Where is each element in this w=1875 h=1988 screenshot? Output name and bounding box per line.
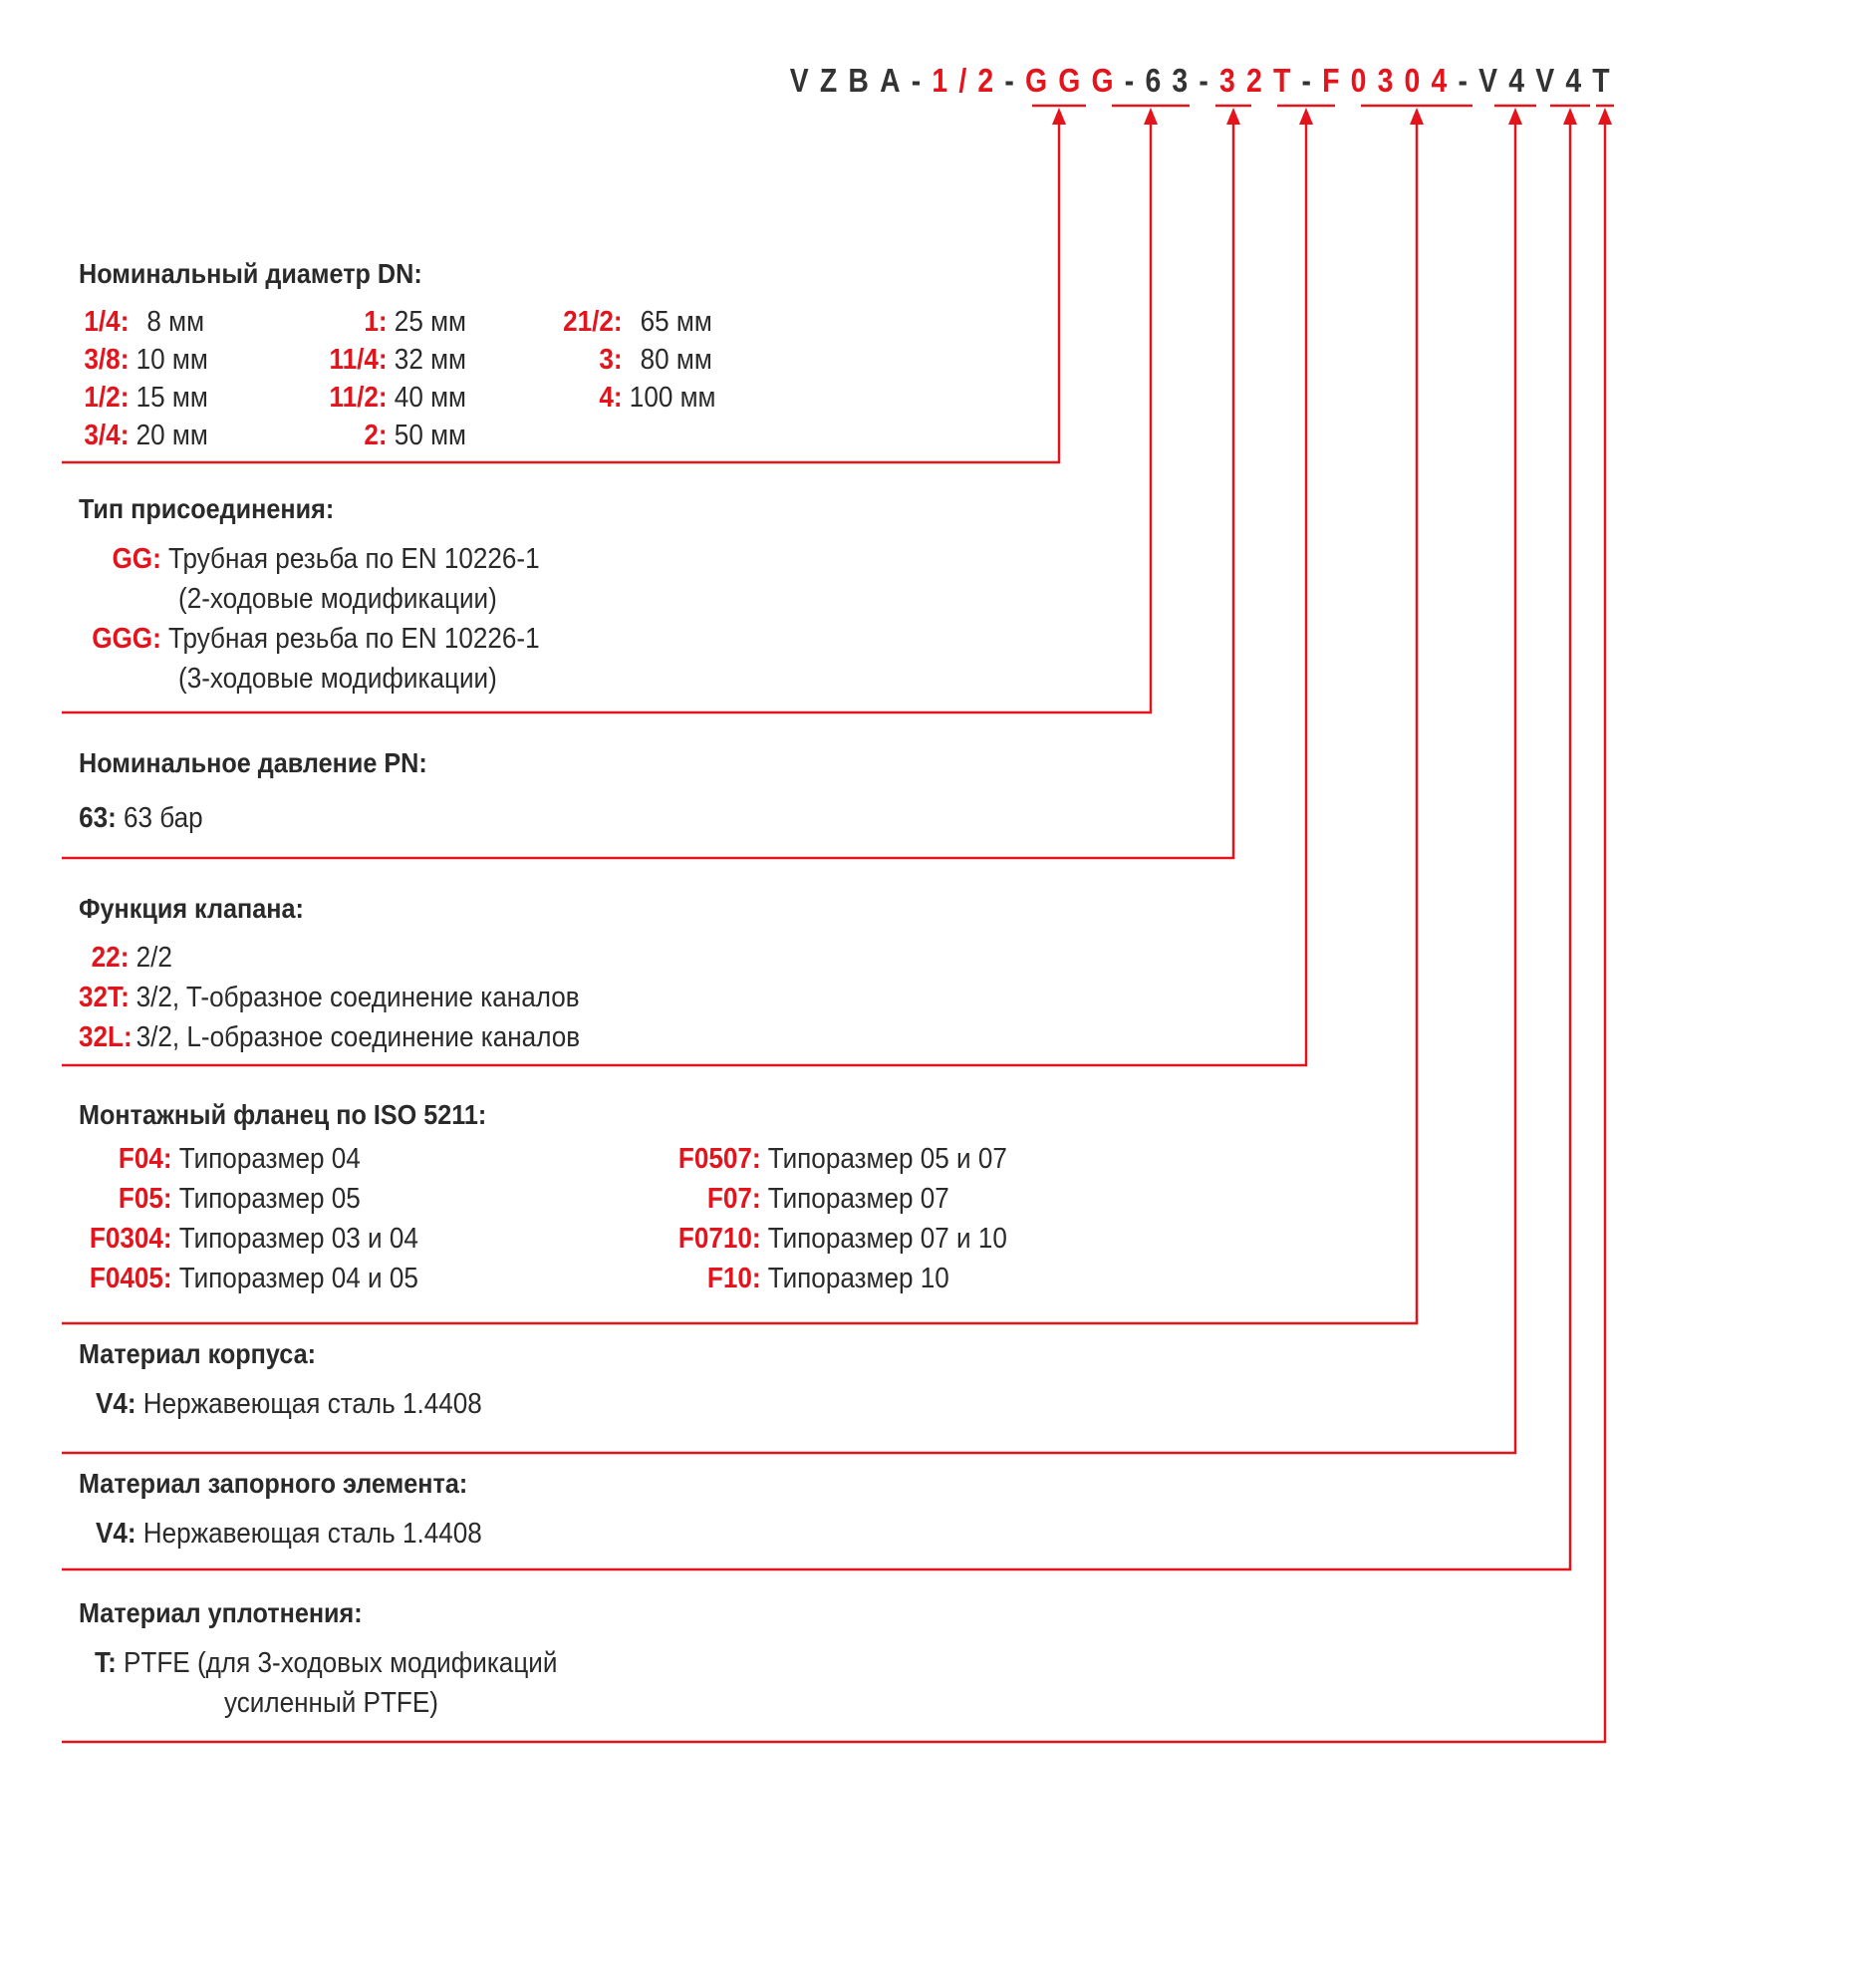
arrow-flange — [1410, 108, 1424, 125]
section-title-body-material: Материал корпуса: — [79, 1338, 316, 1369]
option-value: 50 мм — [394, 420, 466, 451]
section-title-pressure: Номинальное давление PN: — [79, 747, 427, 778]
option-value: Типоразмер 05 и 07 — [767, 1143, 1007, 1175]
section-title-diameter: Номинальный диаметр DN: — [79, 258, 422, 289]
code-segment: GGG — [1025, 62, 1125, 99]
option-key: V4: — [95, 1518, 136, 1550]
option-key: 32T: — [79, 982, 130, 1013]
option-key: 21/2: — [563, 306, 623, 338]
option-value: Трубная резьба по EN 10226-1 — [168, 623, 540, 655]
diameter-entry — [79, 303, 204, 341]
option-key: GG: — [112, 543, 161, 575]
code-segment: VZBA — [789, 62, 912, 99]
closure-material-entry — [79, 1515, 482, 1553]
flange-entry — [668, 1220, 1007, 1258]
option-key: F05: — [118, 1183, 172, 1215]
connection-entry — [79, 540, 540, 578]
function-entry — [79, 979, 580, 1016]
option-value: 65 мм — [640, 306, 712, 338]
option-value: 10 мм — [135, 344, 208, 376]
code-segment: 32T — [1219, 62, 1302, 99]
option-value: 15 мм — [135, 382, 208, 414]
option-key: V4: — [95, 1388, 136, 1420]
option-key: 3: — [599, 344, 623, 376]
option-value: Типоразмер 10 — [767, 1263, 949, 1294]
arrow-closure — [1563, 108, 1577, 125]
code-separator: - — [1199, 62, 1220, 99]
diameter-entry — [321, 417, 466, 454]
option-key: F0507: — [677, 1143, 761, 1175]
option-value: Нержавеющая сталь 1.4408 — [142, 1518, 482, 1550]
diameter-entry — [556, 303, 712, 341]
code-separator: - — [1301, 62, 1323, 99]
option-key: 3/8: — [84, 344, 130, 376]
diameter-entry — [556, 379, 715, 417]
option-key: F0304: — [89, 1223, 172, 1255]
code-segment: F0304 — [1322, 62, 1459, 99]
arrow-seal — [1598, 108, 1612, 125]
section-title-closure-material: Материал запорного элемента: — [79, 1468, 468, 1499]
option-value: Нержавеющая сталь 1.4408 — [142, 1388, 482, 1420]
code-segment: T — [1592, 62, 1621, 99]
option-value: PTFE (для 3-ходовых модификаций — [124, 1647, 558, 1679]
option-key: F07: — [706, 1183, 761, 1215]
option-value-continued: (3-ходовые модификации) — [178, 663, 497, 695]
option-value: 3/2, T-образное соединение каналов — [135, 982, 580, 1013]
body-material-entry — [79, 1385, 482, 1423]
section-title-seal-material: Материал уплотнения: — [79, 1597, 363, 1628]
option-key: F10: — [706, 1263, 761, 1294]
pressure-entry — [79, 799, 203, 837]
section-title-function: Функция клапана: — [79, 893, 304, 924]
option-value-continued: усиленный PTFE) — [224, 1687, 438, 1719]
option-value: Типоразмер 07 — [767, 1183, 949, 1215]
diameter-entry — [321, 379, 466, 417]
option-key: 11/2: — [329, 382, 388, 414]
code-segment: V4 — [1478, 62, 1536, 99]
option-value: Трубная резьба по EN 10226-1 — [168, 543, 540, 575]
arrow-function — [1299, 108, 1313, 125]
option-key: T: — [95, 1647, 117, 1679]
flange-entry — [668, 1260, 949, 1297]
diameter-entry — [79, 379, 208, 417]
option-key: F0710: — [677, 1223, 761, 1255]
arrow-body — [1508, 108, 1522, 125]
option-value: Типоразмер 03 и 04 — [178, 1223, 418, 1255]
connection-entry — [79, 620, 540, 658]
option-key: 1/4: — [84, 306, 130, 338]
option-value-continued: (2-ходовые модификации) — [178, 583, 497, 615]
diameter-entry — [321, 303, 466, 341]
option-value: 3/2, L-образное соединение каналов — [135, 1021, 581, 1053]
option-value: 80 мм — [640, 344, 712, 376]
option-key: 63: — [79, 802, 117, 834]
option-key: F04: — [118, 1143, 172, 1175]
option-value: 40 мм — [394, 382, 466, 414]
code-segment: V4 — [1535, 62, 1593, 99]
option-key: 22: — [91, 942, 130, 974]
order-code — [790, 56, 1621, 100]
option-key: 4: — [599, 382, 623, 414]
option-value: Типоразмер 04 — [178, 1143, 361, 1175]
code-separator: - — [1124, 62, 1146, 99]
option-value: Типоразмер 05 — [178, 1183, 361, 1215]
option-key: 2: — [364, 420, 388, 451]
function-entry — [79, 939, 172, 977]
flange-entry — [668, 1180, 949, 1218]
option-value: 63 бар — [124, 802, 203, 834]
seal-material-entry — [79, 1644, 557, 1682]
code-segment: 1/2 — [932, 62, 1005, 99]
option-value: 100 мм — [629, 382, 716, 414]
option-key: 1: — [364, 306, 388, 338]
code-separator: - — [1004, 62, 1026, 99]
flange-entry — [79, 1220, 418, 1258]
arrow-connection — [1144, 108, 1158, 125]
flange-entry — [79, 1260, 418, 1297]
option-key: 1/2: — [84, 382, 130, 414]
diameter-entry — [79, 417, 208, 454]
code-separator: - — [1458, 62, 1479, 99]
section-title-flange: Монтажный фланец по ISO 5211: — [79, 1099, 487, 1130]
arrow-diameter — [1052, 108, 1066, 125]
code-segment: 63 — [1145, 62, 1200, 99]
flange-entry — [79, 1180, 361, 1218]
diameter-entry — [556, 341, 712, 379]
flange-entry — [79, 1140, 361, 1178]
code-separator: - — [911, 62, 933, 99]
diameter-entry — [321, 341, 466, 379]
option-value: 25 мм — [394, 306, 466, 338]
option-value: 2/2 — [135, 942, 172, 974]
option-value: 32 мм — [394, 344, 466, 376]
option-value: 20 мм — [135, 420, 208, 451]
diameter-entry — [79, 341, 208, 379]
arrow-pressure — [1226, 108, 1240, 125]
option-value: Типоразмер 04 и 05 — [178, 1263, 418, 1294]
function-entry — [79, 1018, 580, 1056]
flange-entry — [668, 1140, 1007, 1178]
option-value: Типоразмер 07 и 10 — [767, 1223, 1007, 1255]
option-value: 8 мм — [146, 306, 205, 338]
option-key: F0405: — [89, 1263, 172, 1294]
option-key: 3/4: — [84, 420, 130, 451]
section-title-connection: Тип присоединения: — [79, 493, 335, 524]
option-key: 11/4: — [329, 344, 388, 376]
option-key: 32L: — [79, 1021, 133, 1053]
option-key: GGG: — [92, 623, 161, 655]
